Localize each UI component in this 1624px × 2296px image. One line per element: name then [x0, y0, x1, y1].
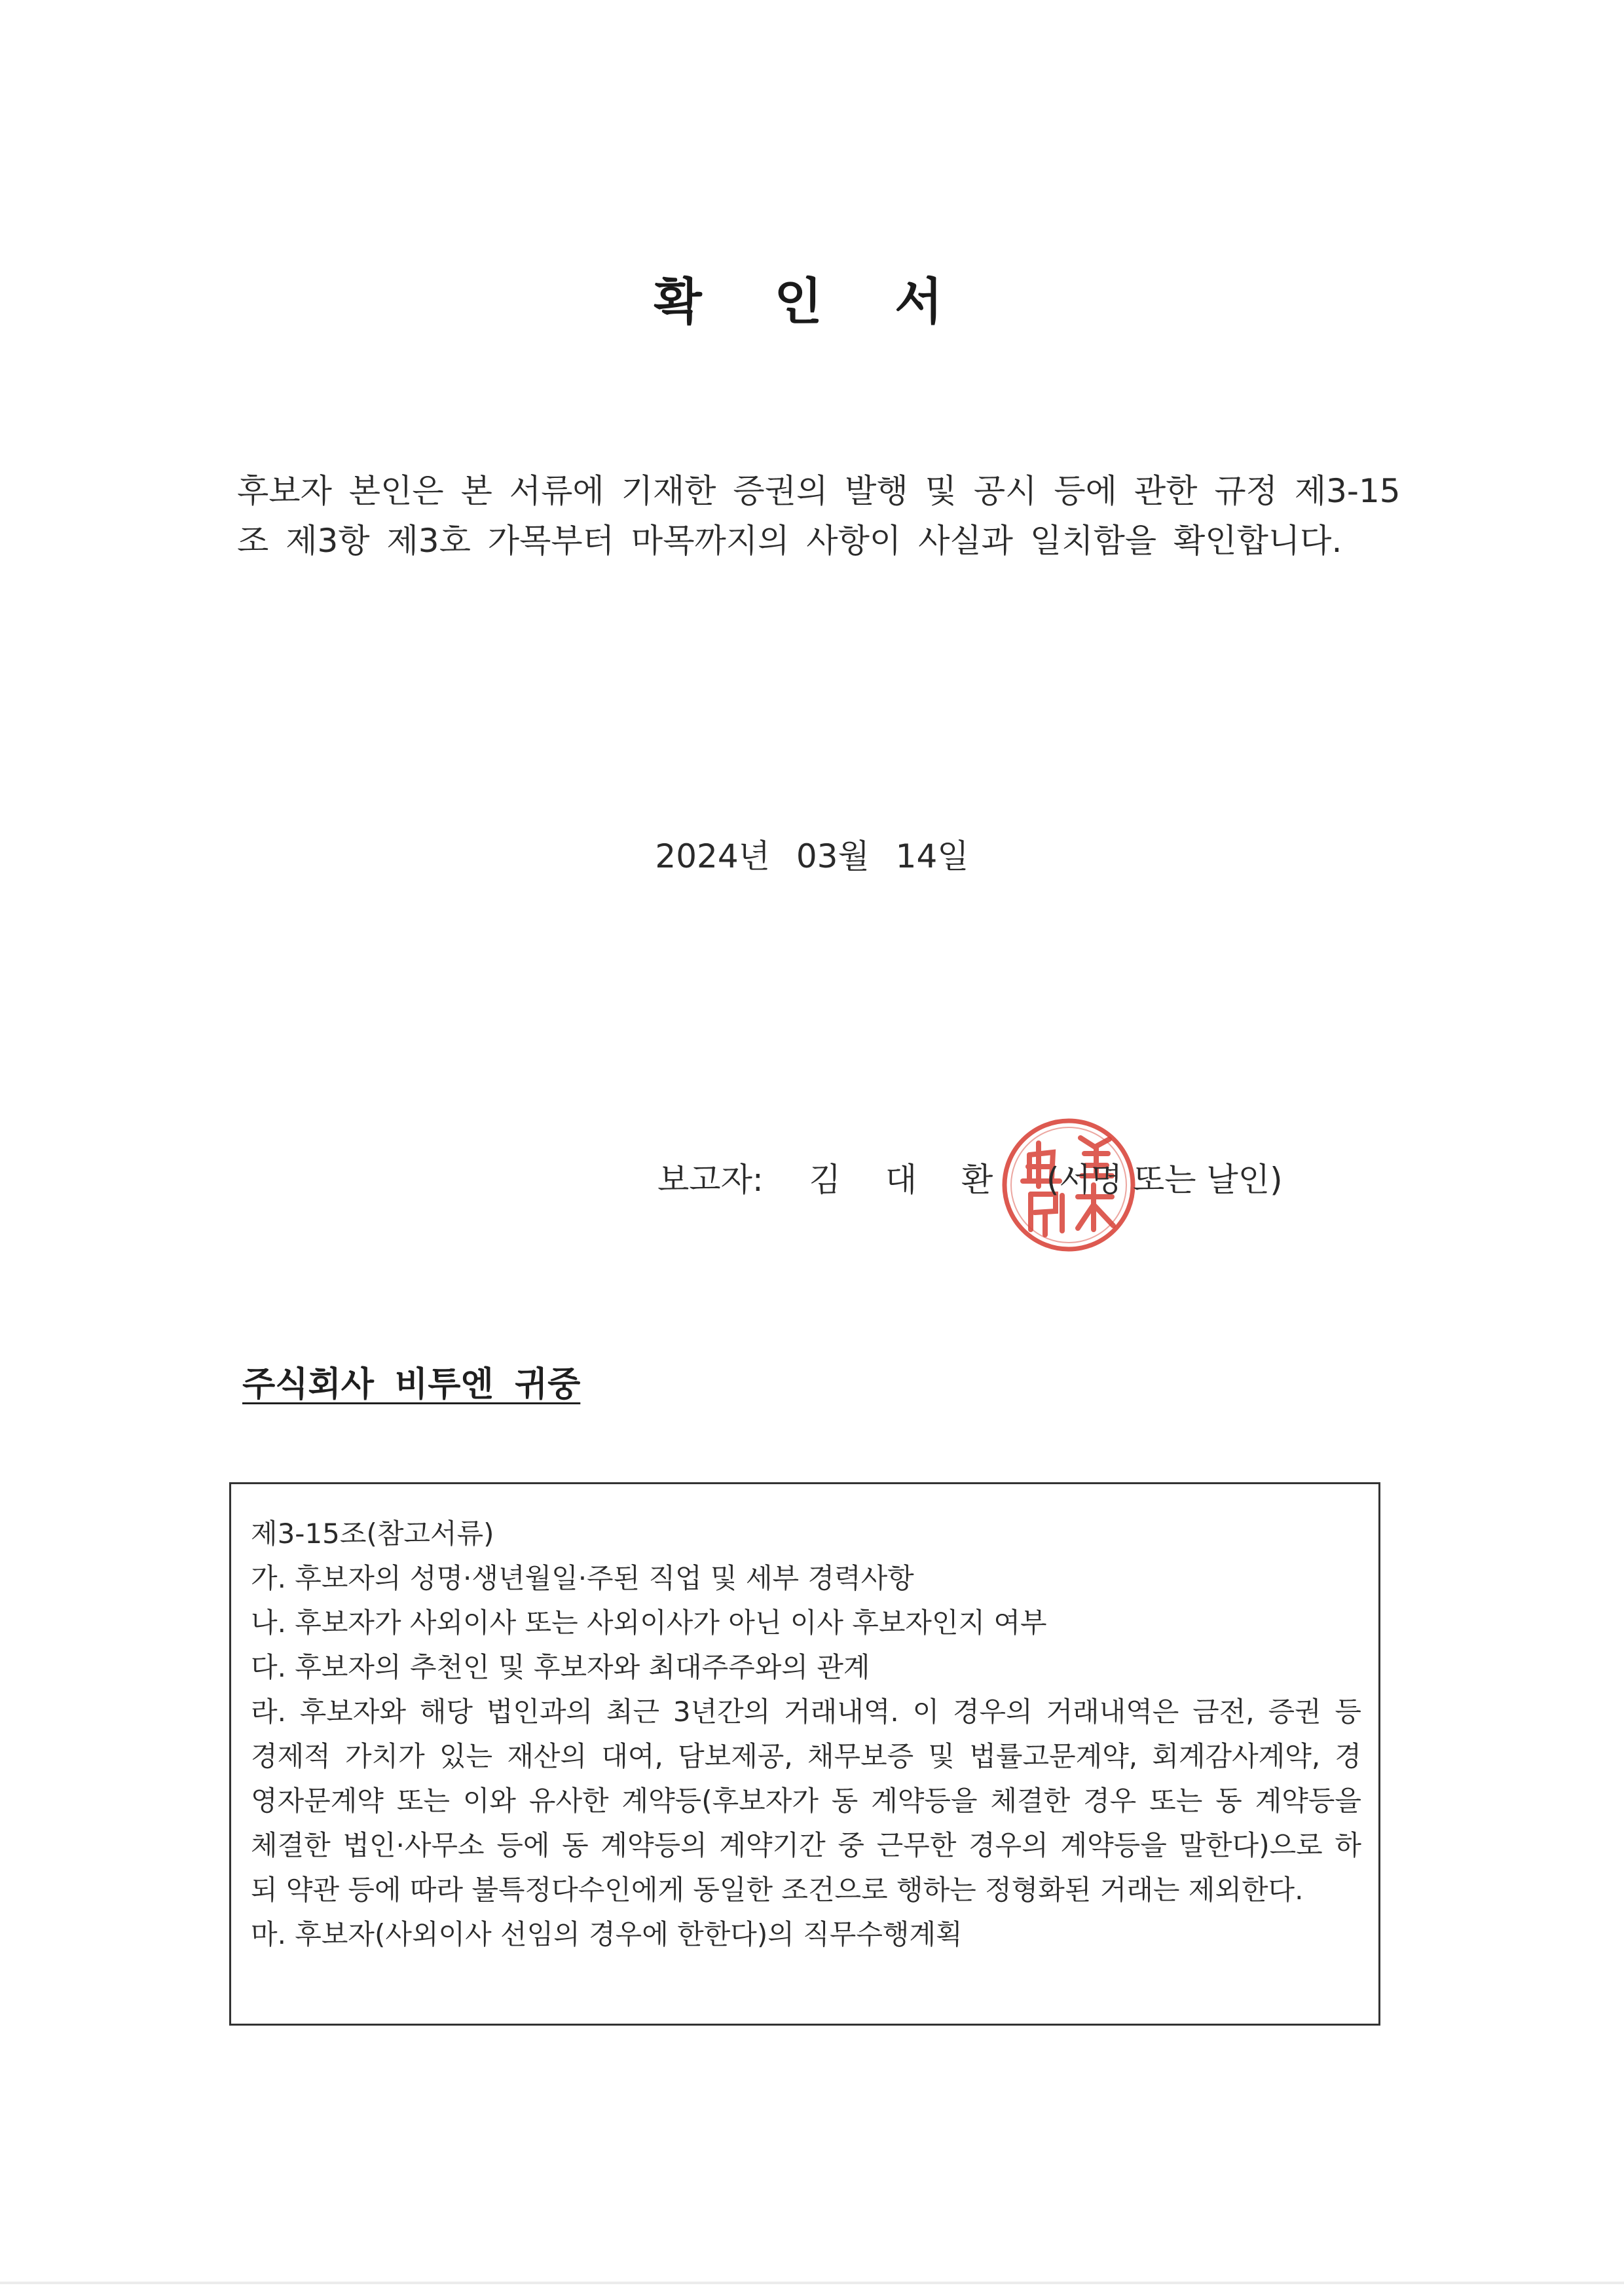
document-title: 확 인 서: [654, 272, 970, 331]
reference-heading: 제3-15조(참고서류): [251, 1518, 494, 1550]
reference-lines: [251, 1512, 1361, 1957]
reference-item: 가. 후보자의 성명·생년월일·주된 직업 및 세부 경력사항: [251, 1562, 914, 1594]
reporter-name: 김 대 환: [809, 1161, 1010, 1199]
reference-item: 다. 후보자의 추천인 및 후보자와 최대주주와의 관계: [251, 1651, 870, 1683]
addressee: 주식회사 비투엔 귀중: [242, 1365, 581, 1404]
reference-item-continued: 되 약관 등에 따라 불특정다수인에게 동일한 조건으로 행하는 정형화된 거래는 제외한다.: [251, 1874, 1304, 1906]
reference-item: 라. 후보자와 해당 법인과의 최근 3년간의 거래내역. 이 경우의 거래내역은 금전, 증권 등: [251, 1696, 1361, 1728]
reference-item: 나. 후보자가 사외이사 또는 사외이사가 아닌 이사 후보자인지 여부: [251, 1607, 1047, 1639]
reference-item-continued: 체결한 법인·사무소 등에 동 계약등의 계약기간 중 근무한 경우의 계약등을 말한다)으로 하: [251, 1829, 1361, 1861]
signature-note: (서명 또는 날인): [1046, 1161, 1283, 1199]
reference-item: 마. 후보자(사외이사 선임의 경우에 한한다)의 직무수행계획: [251, 1918, 963, 1950]
reference-item-continued: 영자문계약 또는 이와 유사한 계약등(후보자가 동 계약등을 체결한 경우 또는 동 계약등을: [251, 1785, 1361, 1817]
reference-regulation-box: [229, 1482, 1380, 2026]
scan-edge-line: [0, 2282, 1624, 2284]
confirmation-statement: [237, 466, 1403, 566]
reporter-block: [657, 1154, 1010, 1201]
statement-line: 조 제3항 제3호 가목부터 마목까지의 사항이 사실과 일치함을 확인합니다.: [237, 522, 1342, 560]
document-date: 2024년 03월 14일: [655, 837, 969, 875]
statement-line: 후보자 본인은 본 서류에 기재한 증권의 발행 및 공시 등에 관한 규정 제3-15: [237, 472, 1401, 510]
reporter-label: 보고자:: [657, 1161, 764, 1199]
reference-item-continued: 경제적 가치가 있는 재산의 대여, 담보제공, 채무보증 및 법률고문계약, 회계감사계약, 경: [251, 1740, 1361, 1772]
